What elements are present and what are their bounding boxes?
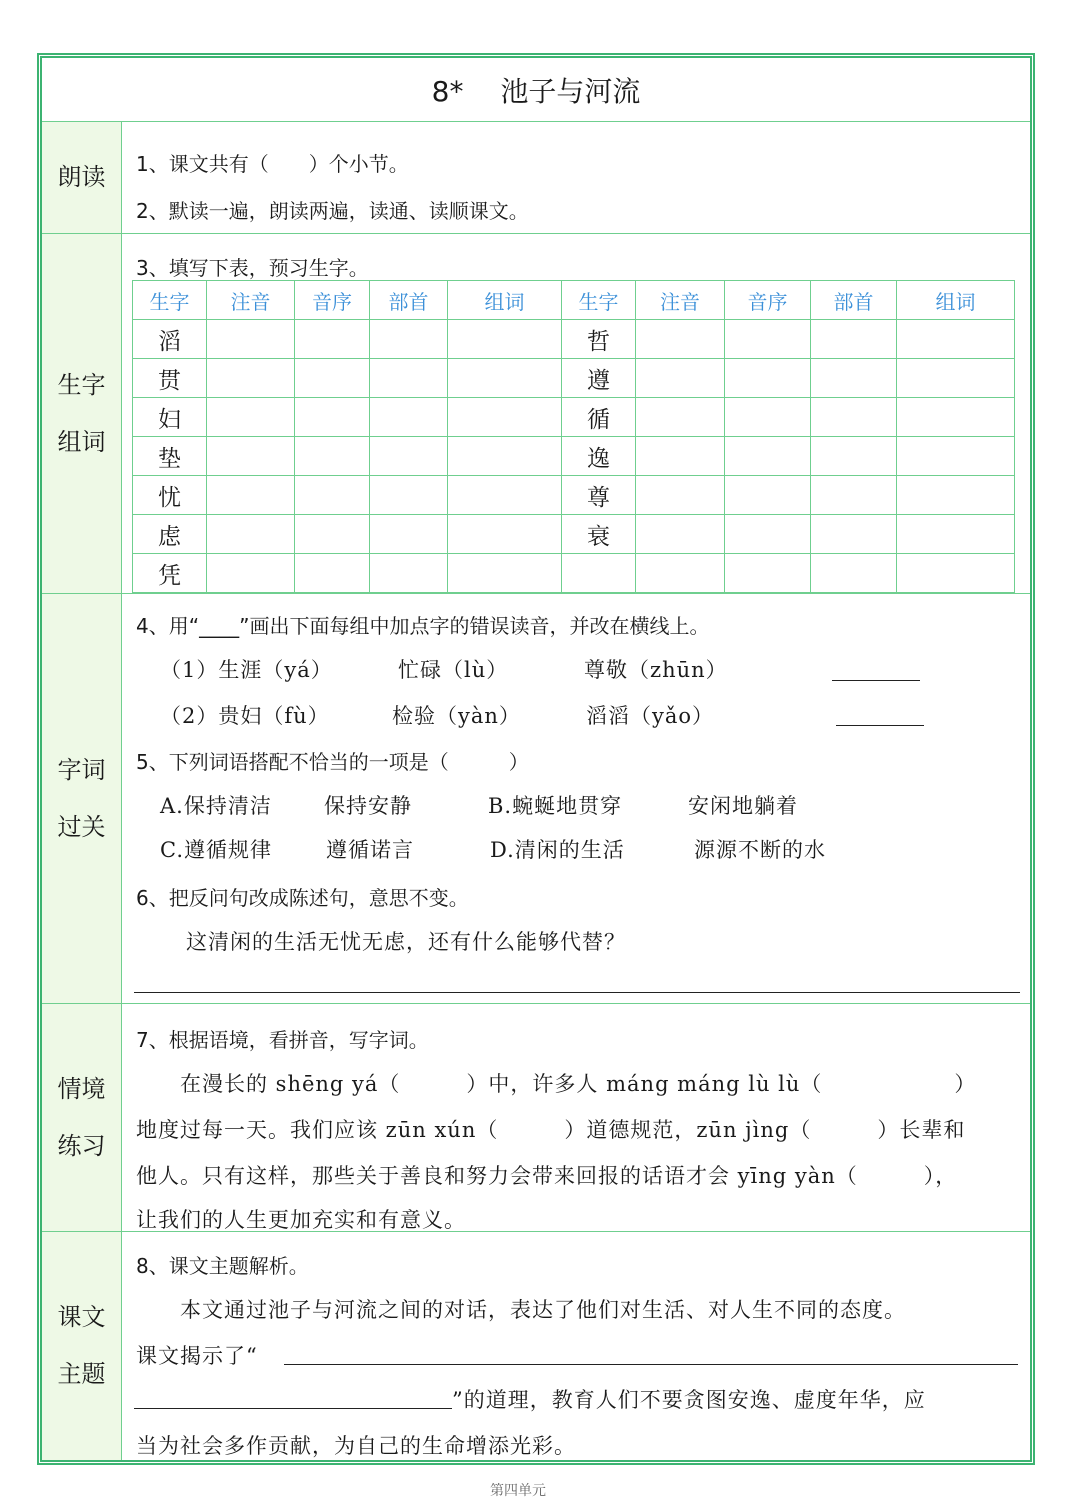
q4-item: 检验（yàn） xyxy=(392,704,521,728)
paragraph-line: 课文揭示了“ xyxy=(136,1344,258,1368)
answer-line[interactable] xyxy=(134,992,1020,993)
table-row: 妇 循 xyxy=(133,398,1015,437)
option-b: B.蜿蜒地贯穿 xyxy=(488,794,623,818)
q4-item: （1）生涯（yá） xyxy=(160,658,333,682)
answer-line[interactable] xyxy=(134,1408,452,1409)
table-row: 忧 尊 xyxy=(133,476,1015,515)
q4-item: 滔滔（yǎo） xyxy=(586,704,715,728)
table-row: 滔 哲 xyxy=(133,320,1015,359)
paragraph-line: 本文通过池子与河流之间的对话，表达了他们对生活、对人生不同的态度。 xyxy=(136,1298,906,1322)
section-theme xyxy=(42,1232,1030,1460)
paragraph-line: ”的道理，教育人们不要贪图安逸、虚度年华，应 xyxy=(452,1388,926,1412)
question-8: 8、课文主题解析。 xyxy=(136,1254,309,1278)
question-2: 2、默读一遍，朗读两遍，读通、读顺课文。 xyxy=(136,199,529,223)
worksheet-frame xyxy=(37,53,1035,1465)
table-header-row: 生字 注音 音序 部首 组词 生字 注音 音序 部首 组词 xyxy=(133,281,1015,320)
question-4: 4、用“____”画出下面每组中加点字的错误读音，并改在横线上。 xyxy=(136,614,710,638)
page-footer: 第四单元 xyxy=(490,1483,546,1499)
table-row: 凭 xyxy=(133,554,1015,593)
table-row: 虑 衰 xyxy=(133,515,1015,554)
paragraph-line: 在漫长的 shēng yá（ ）中，许多人 máng máng lù lù（ ） xyxy=(136,1072,977,1096)
section-words xyxy=(42,594,1030,1004)
character-table xyxy=(132,280,1015,593)
option-b2: 安闲地躺着 xyxy=(688,794,798,818)
q4-item: （2）贵妇（fù） xyxy=(160,704,330,728)
section-label: 课文 主题 xyxy=(42,1232,122,1460)
option-a: A.保持清洁 xyxy=(160,794,272,818)
question-5: 5、下列词语搭配不恰当的一项是（ ） xyxy=(136,750,529,774)
option-d2: 源源不断的水 xyxy=(694,838,826,862)
q6-sentence: 这清闲的生活无忧无虑，还有什么能够代替？ xyxy=(186,930,626,954)
option-c2: 遵循诺言 xyxy=(326,838,414,862)
paragraph-line: 让我们的人生更加充实和有意义。 xyxy=(136,1208,466,1232)
answer-line[interactable] xyxy=(836,725,924,726)
option-a2: 保持安静 xyxy=(324,794,412,818)
answer-line[interactable] xyxy=(284,1364,1018,1365)
section-label: 字词 过关 xyxy=(42,594,122,1003)
option-c: C.遵循规律 xyxy=(160,838,272,862)
section-characters xyxy=(42,234,1030,594)
section-reading xyxy=(42,122,1030,234)
question-7: 7、根据语境，看拼音，写字词。 xyxy=(136,1028,429,1052)
table-row: 垫 逸 xyxy=(133,437,1015,476)
section-label: 朗读 xyxy=(42,122,122,233)
question-1: 1、课文共有（ ）个小节。 xyxy=(136,152,409,176)
paragraph-line: 地度过每一天。我们应该 zūn xún（ ）道德规范，zūn jìng（ ）长辈和 xyxy=(136,1118,966,1142)
question-3: 3、填写下表，预习生字。 xyxy=(136,256,369,280)
option-d: D.清闲的生活 xyxy=(490,838,625,862)
answer-line[interactable] xyxy=(832,680,920,681)
page-title: 8* 池子与河流 xyxy=(42,58,1030,122)
table-row: 贯 遵 xyxy=(133,359,1015,398)
section-context xyxy=(42,1004,1030,1232)
question-6: 6、把反问句改成陈述句，意思不变。 xyxy=(136,886,469,910)
paragraph-line: 他人。只有这样，那些关于善良和努力会带来回报的话语才会 yīng yàn（ ）， xyxy=(136,1164,958,1188)
paragraph-line: 当为社会多作贡献，为自己的生命增添光彩。 xyxy=(136,1434,576,1458)
q4-item: 尊敬（zhūn） xyxy=(584,658,728,682)
q4-item: 忙碌（lù） xyxy=(398,658,509,682)
section-label: 情境 练习 xyxy=(42,1004,122,1231)
section-label: 生字 组词 xyxy=(42,234,122,593)
